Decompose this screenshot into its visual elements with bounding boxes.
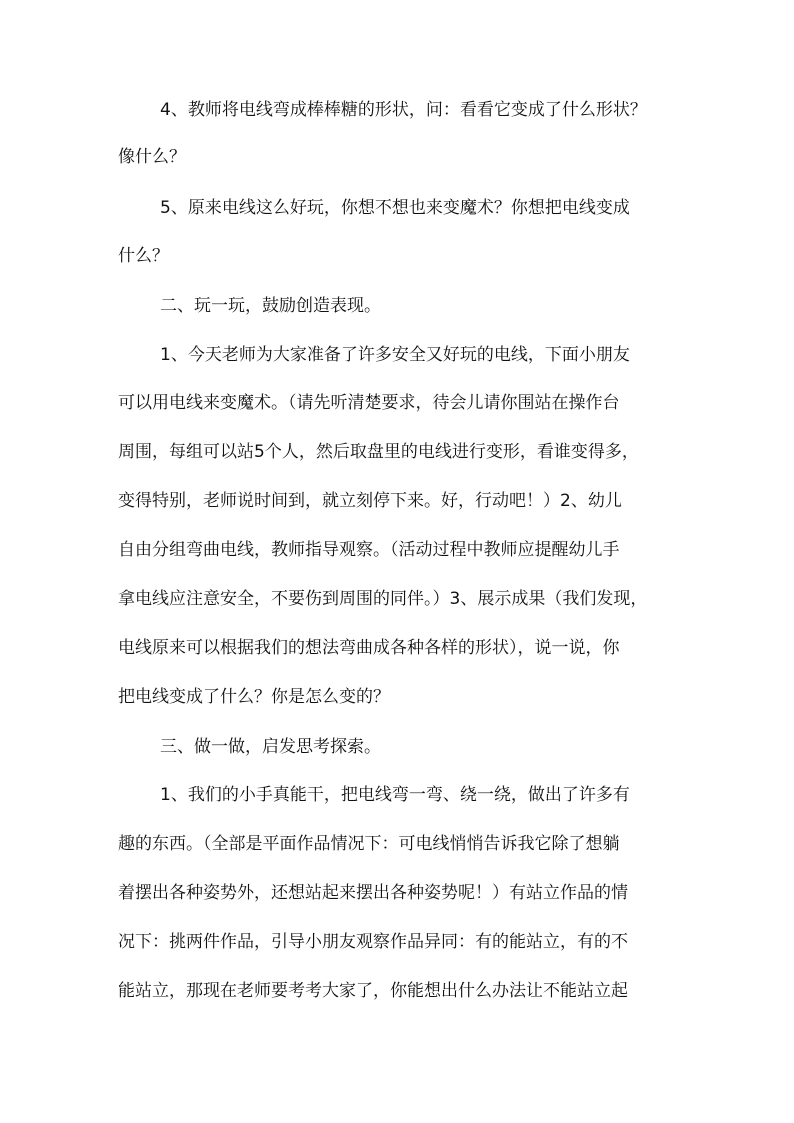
text-line: 自由分组弯曲电线，教师指导观察。（活动过程中教师应提醒幼儿手 [118,540,620,560]
text-line: 拿电线应注意安全，不要伤到周围的同伴。）3、展示成果（我们发现， [118,589,648,609]
text-line: 电线原来可以根据我们的想法弯曲成各种各样的形状），说一说，你 [118,638,620,658]
section-heading: 二、玩一玩，鼓励创造表现。 [160,296,381,316]
text-line: 周围，每组可以站5个人，然后取盘里的电线进行变形，看谁变得多， [118,442,639,462]
text-line: 1、今天老师为大家准备了许多安全又好玩的电线，下面小朋友 [160,345,630,365]
text-line: 1、我们的小手真能干，把电线弯一弯、绕一绕，做出了许多有 [160,785,630,805]
text-line: 趣的东西。（全部是平面作品情况下：可电线悄悄告诉我它除了想躺 [118,834,620,854]
text-line: 4、教师将电线弯成棒棒糖的形状，问：看看它变成了什么形状？ [160,100,647,120]
text-line: 把电线变成了什么？你是怎么变的？ [118,687,390,707]
text-line: 况下：挑两件作品，引导小朋友观察作品异同：有的能站立，有的不 [118,932,628,952]
section-heading: 三、做一做，启发思考探索。 [160,737,381,757]
text-line: 5、原来电线这么好玩，你想不想也来变魔术？你想把电线变成 [160,198,630,218]
text-line: 能站立，那现在老师要考考大家了，你能想出什么办法让不能站立起 [118,981,628,1001]
text-line: 可以用电线来变魔术。（请先听清楚要求，待会儿请你围站在操作台 [118,393,620,413]
text-line: 什么？ [118,246,169,266]
text-line: 变得特别，老师说时间到，就立刻停下来。好，行动吧！）2、幼儿 [118,491,622,511]
text-line: 着摆出各种姿势外，还想站起来摆出各种姿势呢！）有站立作品的情 [118,883,628,903]
text-line: 像什么？ [118,147,186,167]
